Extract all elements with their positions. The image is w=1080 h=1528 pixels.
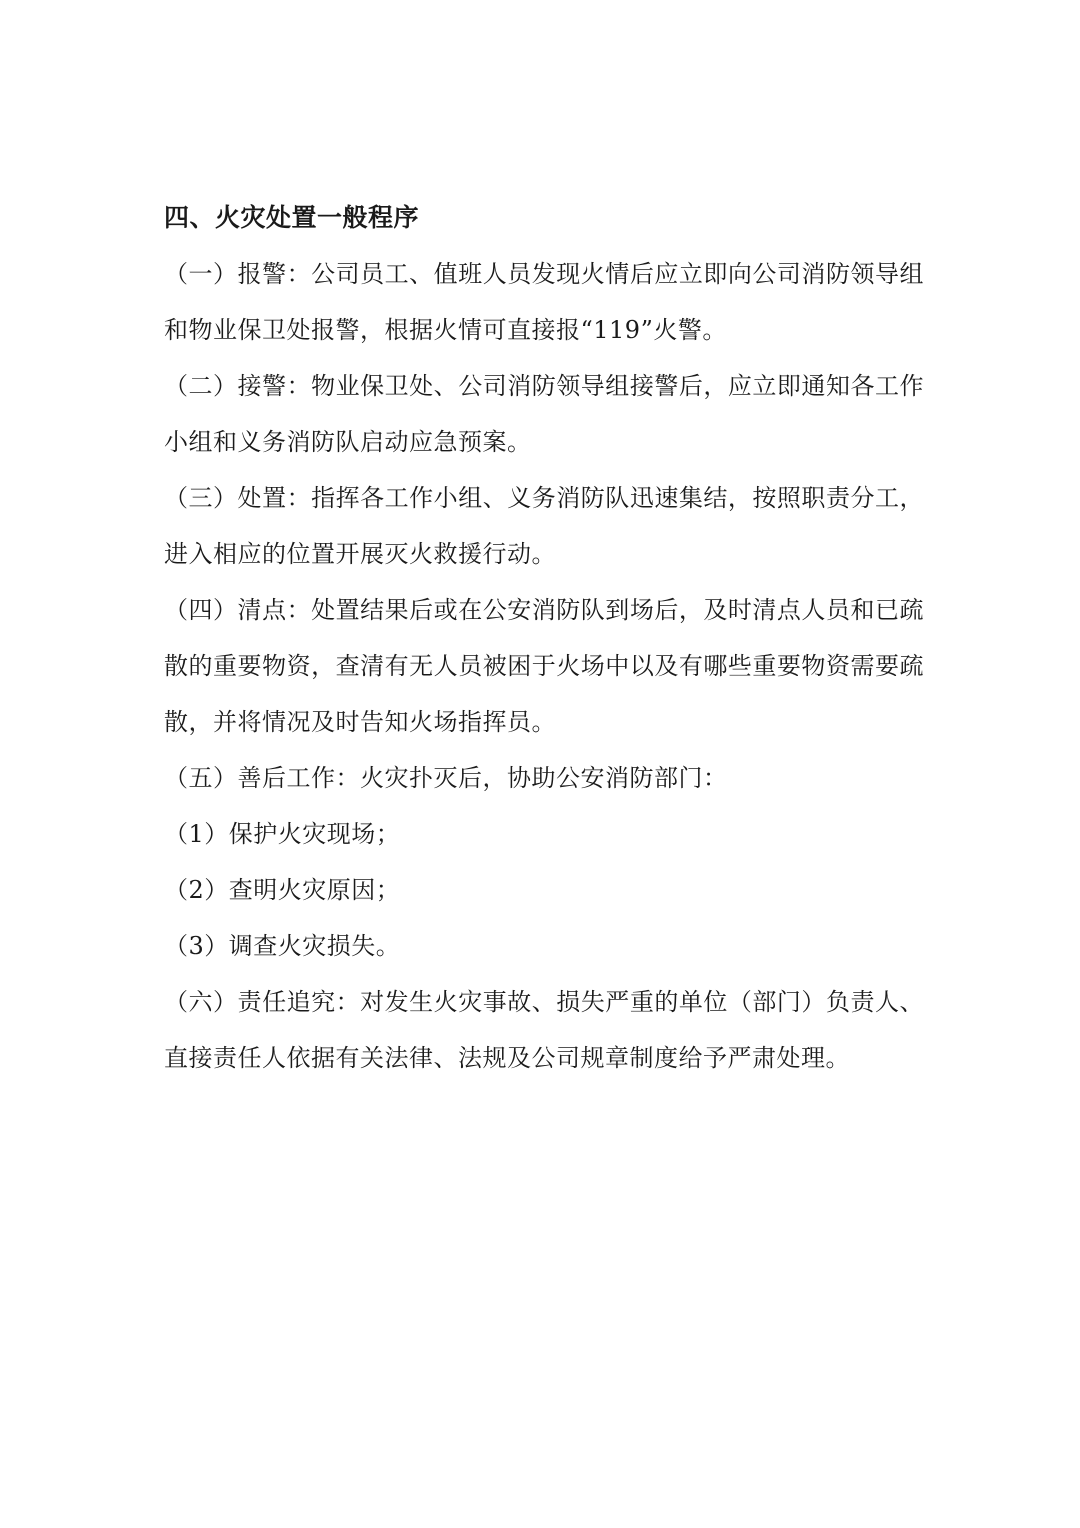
paragraph-disposal: （三）处置：指挥各工作小组、义务消防队迅速集结，按照职责分工，进入相应的位置开展灭火救援行动。 bbox=[164, 484, 924, 568]
document-page bbox=[164, 190, 924, 1086]
list-item-find-cause: （2）查明火灾原因； bbox=[164, 876, 401, 904]
paragraph-aftermath: （五）善后工作：火灾扑灭后，协助公安消防部门： bbox=[164, 764, 728, 792]
paragraph-count: （四）清点：处置结果后或在公安消防队到场后，及时清点人员和已疏散的重要物资，查清有无人员被困于火场中以及有哪些重要物资需要疏散，并将情况及时告知火场指挥员。 bbox=[164, 596, 924, 736]
list-item-investigate-loss: （3）调查火灾损失。 bbox=[164, 932, 401, 960]
paragraph-accountability: （六）责任追究：对发生火灾事故、损失严重的单位（部门）负责人、直接责任人依据有关法律、法规及公司规章制度给予严肃处理。 bbox=[164, 988, 924, 1072]
paragraph-receive-alarm: （二）接警：物业保卫处、公司消防领导组接警后，应立即通知各工作小组和义务消防队启动应急预案。 bbox=[164, 372, 924, 456]
paragraph-alarm: （一）报警：公司员工、值班人员发现火情后应立即向公司消防领导组和物业保卫处报警，根据火情可直接报“119”火警。 bbox=[164, 260, 924, 344]
list-item-protect-scene: （1）保护火灾现场； bbox=[164, 820, 401, 848]
section-heading: 四、火灾处置一般程序 bbox=[164, 203, 420, 232]
